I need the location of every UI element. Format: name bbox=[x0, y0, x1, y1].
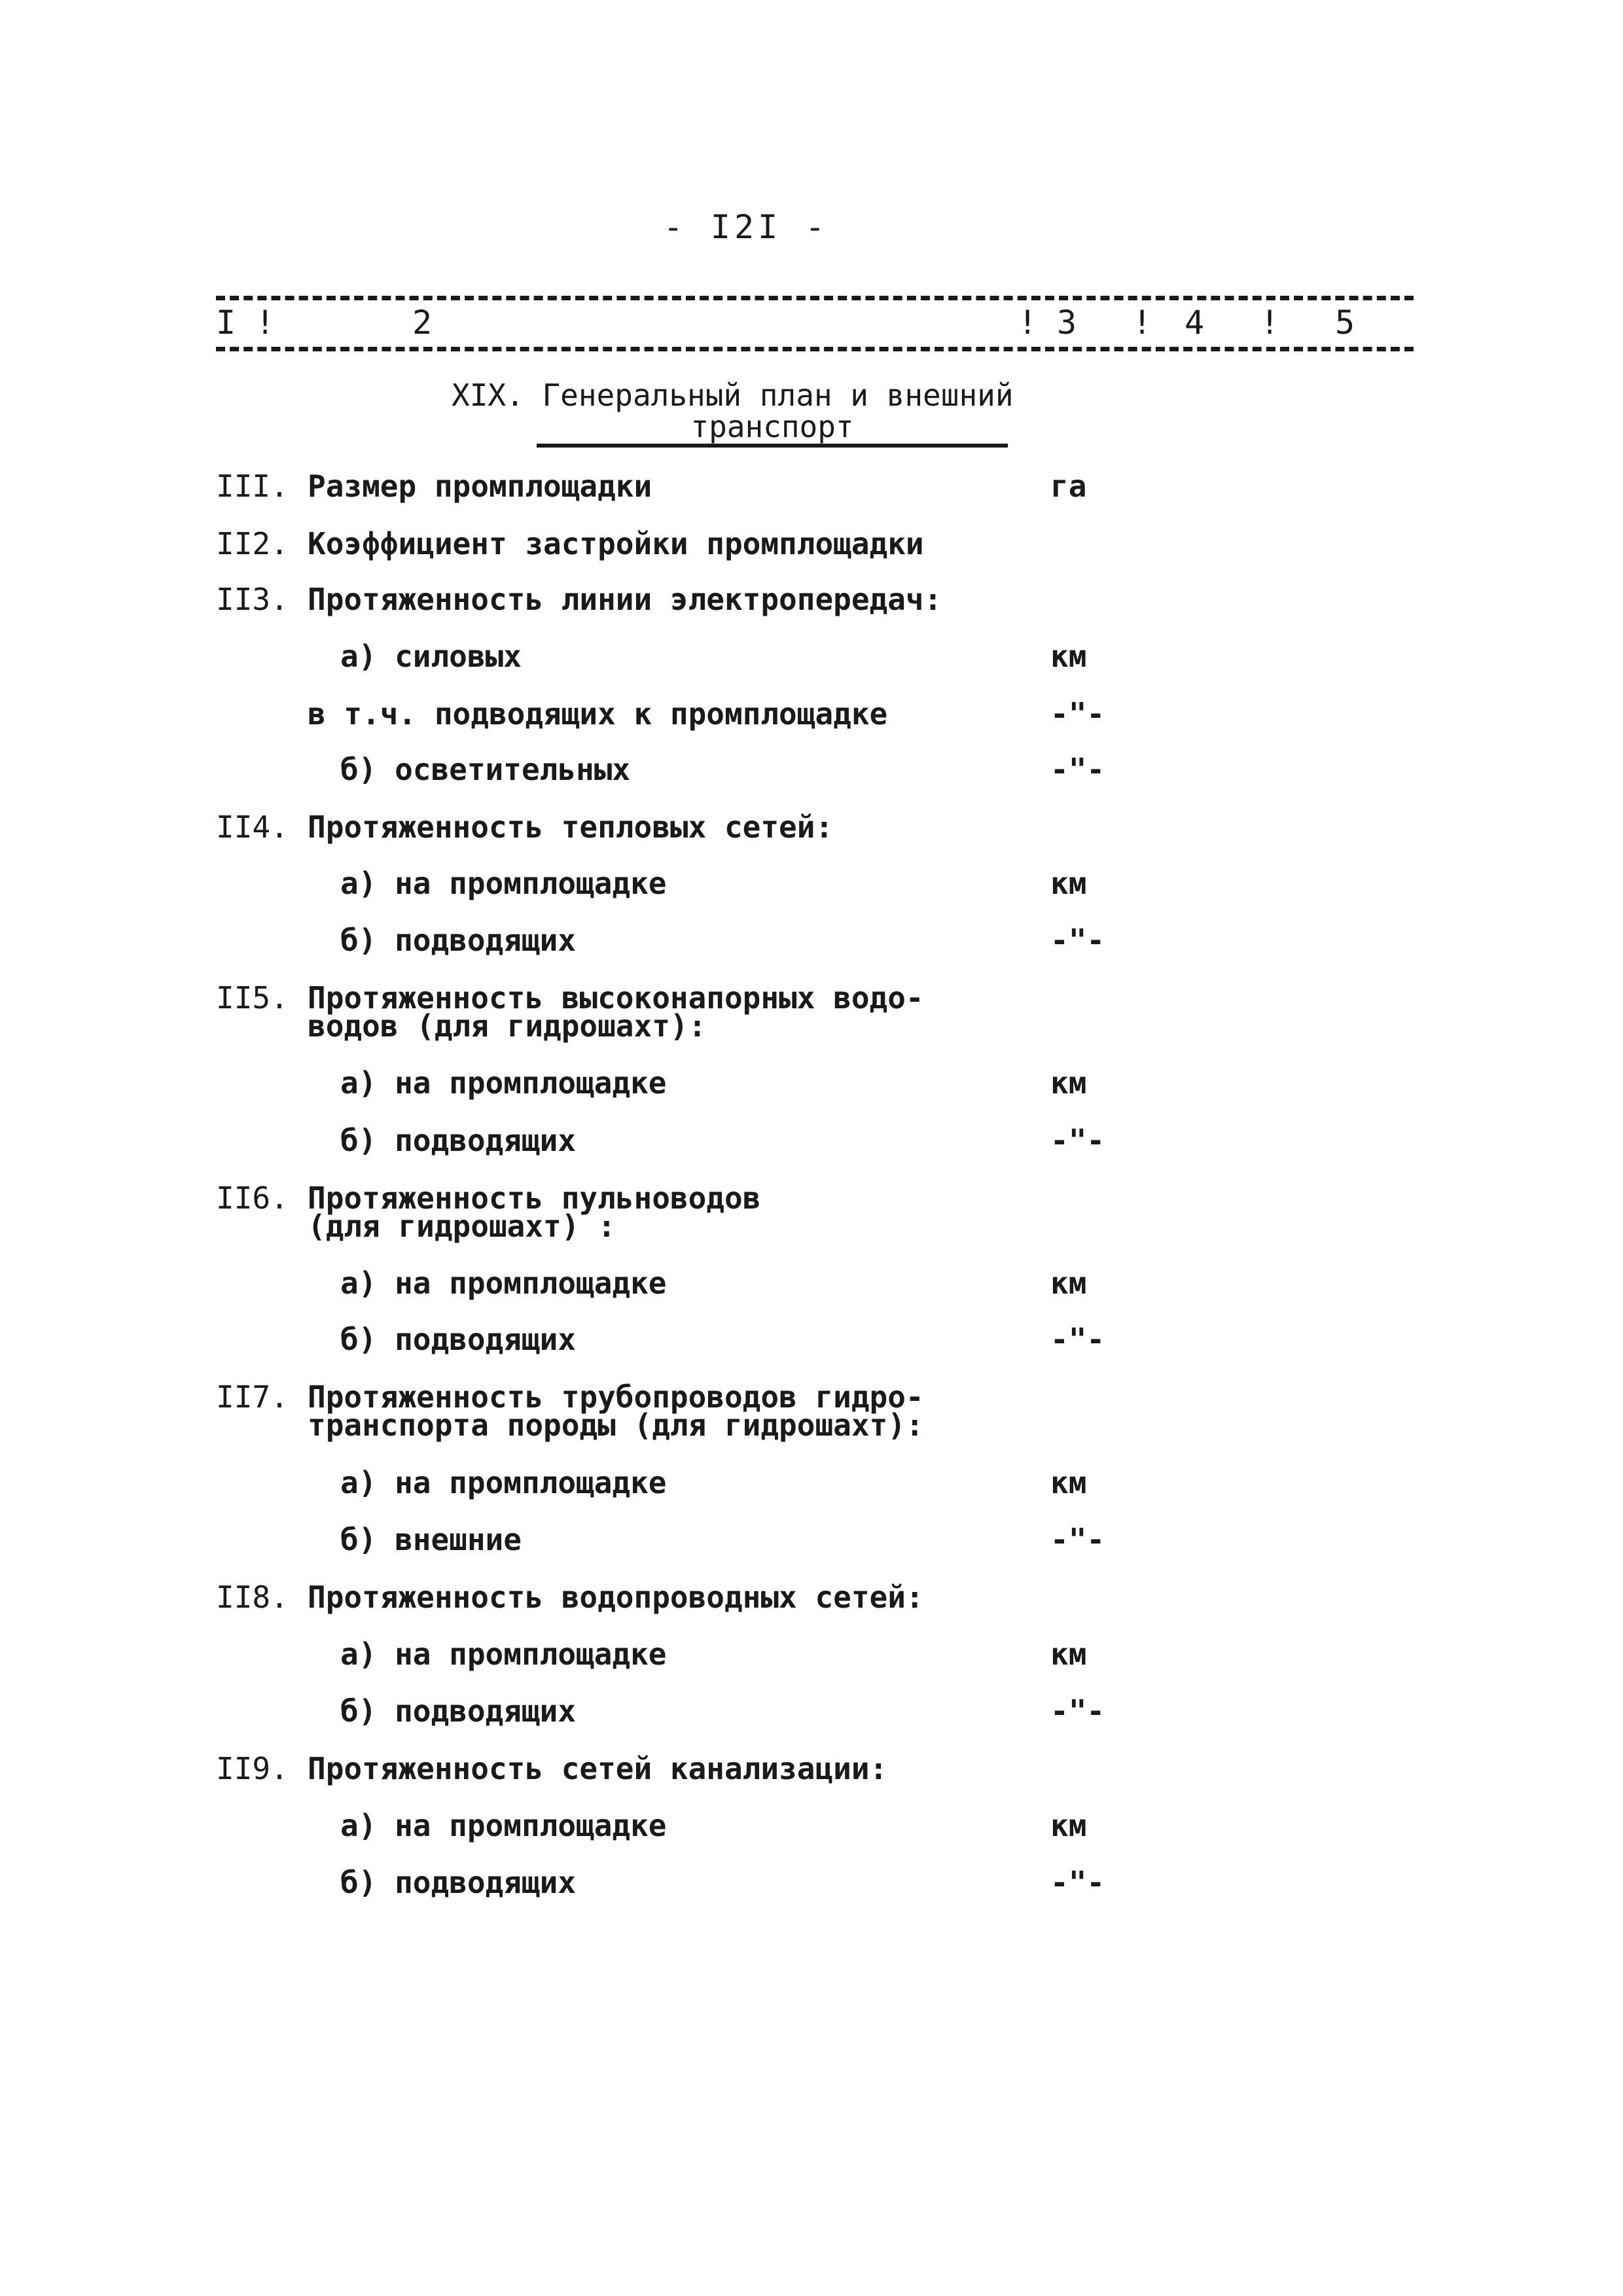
item-label: а) на промплощадке bbox=[340, 1065, 667, 1101]
item-unit: -"- bbox=[1050, 1123, 1105, 1158]
item-unit: км bbox=[1050, 639, 1087, 674]
column-2-label: 2 bbox=[412, 304, 433, 342]
item-label: б) подводящих bbox=[340, 1693, 577, 1729]
item-label: а) на промплощадке bbox=[340, 1636, 667, 1672]
item-unit: км bbox=[1050, 1265, 1087, 1301]
section-title-line1: XIX. Генеральный план и внешний bbox=[452, 378, 1014, 413]
column-3-label: 3 bbox=[1057, 304, 1077, 342]
item-label: (для гидрошахт) : bbox=[308, 1209, 616, 1244]
item-unit: км bbox=[1050, 1808, 1087, 1843]
item-unit: км bbox=[1050, 1636, 1087, 1672]
column-separator: ! bbox=[1260, 304, 1280, 342]
item-unit: -"- bbox=[1050, 696, 1105, 732]
header-dash-bottom bbox=[216, 347, 1414, 351]
item-label: а) на промплощадке bbox=[340, 1465, 667, 1500]
item-number: II9. bbox=[216, 1751, 289, 1786]
column-5-label: 5 bbox=[1335, 304, 1355, 342]
item-label: Протяженность сетей канализации: bbox=[308, 1751, 888, 1786]
item-label: а) на промплощадке bbox=[340, 1265, 667, 1301]
item-label: Коэффициент застройки промплощадки bbox=[308, 526, 924, 561]
item-label: б) подводящих bbox=[340, 1322, 577, 1357]
item-unit: -"- bbox=[1050, 752, 1105, 787]
item-number: II2. bbox=[216, 526, 289, 561]
item-label: транспорта породы (для гидрошахт): bbox=[308, 1407, 924, 1443]
item-unit: км bbox=[1050, 866, 1087, 901]
item-label: Протяженность тепловых сетей: bbox=[308, 809, 834, 845]
item-label: а) на промплощадке bbox=[340, 866, 667, 901]
item-unit: -"- bbox=[1050, 1693, 1105, 1729]
item-label: б) внешние bbox=[340, 1522, 522, 1557]
item-label: Протяженность пульноводов bbox=[308, 1180, 761, 1216]
item-unit: -"- bbox=[1050, 1322, 1105, 1357]
item-number: II7. bbox=[216, 1379, 289, 1415]
item-unit: -"- bbox=[1050, 1865, 1105, 1900]
item-unit: км bbox=[1050, 1065, 1087, 1101]
item-number: II4. bbox=[216, 809, 289, 845]
section-title-line2: транспорт bbox=[537, 411, 1008, 448]
column-separator: ! bbox=[1132, 304, 1152, 342]
item-unit: -"- bbox=[1050, 1522, 1105, 1557]
item-number: II5. bbox=[216, 980, 289, 1016]
page-number: - I2I - bbox=[663, 208, 829, 246]
item-number: II8. bbox=[216, 1580, 289, 1615]
header-dash-top bbox=[216, 296, 1414, 300]
item-unit: км bbox=[1050, 1465, 1087, 1500]
item-number: II6. bbox=[216, 1180, 289, 1216]
column-1-label: I bbox=[216, 304, 236, 342]
item-label: водов (для гидрошахт): bbox=[308, 1008, 707, 1044]
item-unit: га bbox=[1050, 468, 1087, 504]
item-label: Протяженность линии электропередач: bbox=[308, 582, 942, 617]
item-label: а) на промплощадке bbox=[340, 1808, 667, 1843]
item-label: Протяженность водопроводных сетей: bbox=[308, 1580, 924, 1615]
item-label: а) силовых bbox=[340, 639, 522, 674]
item-label: б) подводящих bbox=[340, 923, 577, 958]
item-number: III. bbox=[216, 468, 289, 504]
item-label: б) осветительных bbox=[340, 752, 631, 787]
item-label: Протяженность трубопроводов гидро- bbox=[308, 1379, 924, 1415]
column-header bbox=[216, 283, 1414, 356]
item-label: в т.ч. подводящих к промплощадке bbox=[308, 696, 888, 732]
column-separator: ! bbox=[1018, 304, 1038, 342]
column-4-label: 4 bbox=[1185, 304, 1205, 342]
section-title bbox=[452, 380, 1014, 448]
item-label: б) подводящих bbox=[340, 1865, 577, 1900]
item-label: Протяженность высоконапорных водо- bbox=[308, 980, 924, 1016]
item-number: II3. bbox=[216, 582, 289, 617]
column-separator: ! bbox=[255, 304, 276, 342]
item-label: Размер промплощадки bbox=[308, 468, 652, 504]
item-unit: -"- bbox=[1050, 923, 1105, 958]
item-label: б) подводящих bbox=[340, 1123, 577, 1158]
